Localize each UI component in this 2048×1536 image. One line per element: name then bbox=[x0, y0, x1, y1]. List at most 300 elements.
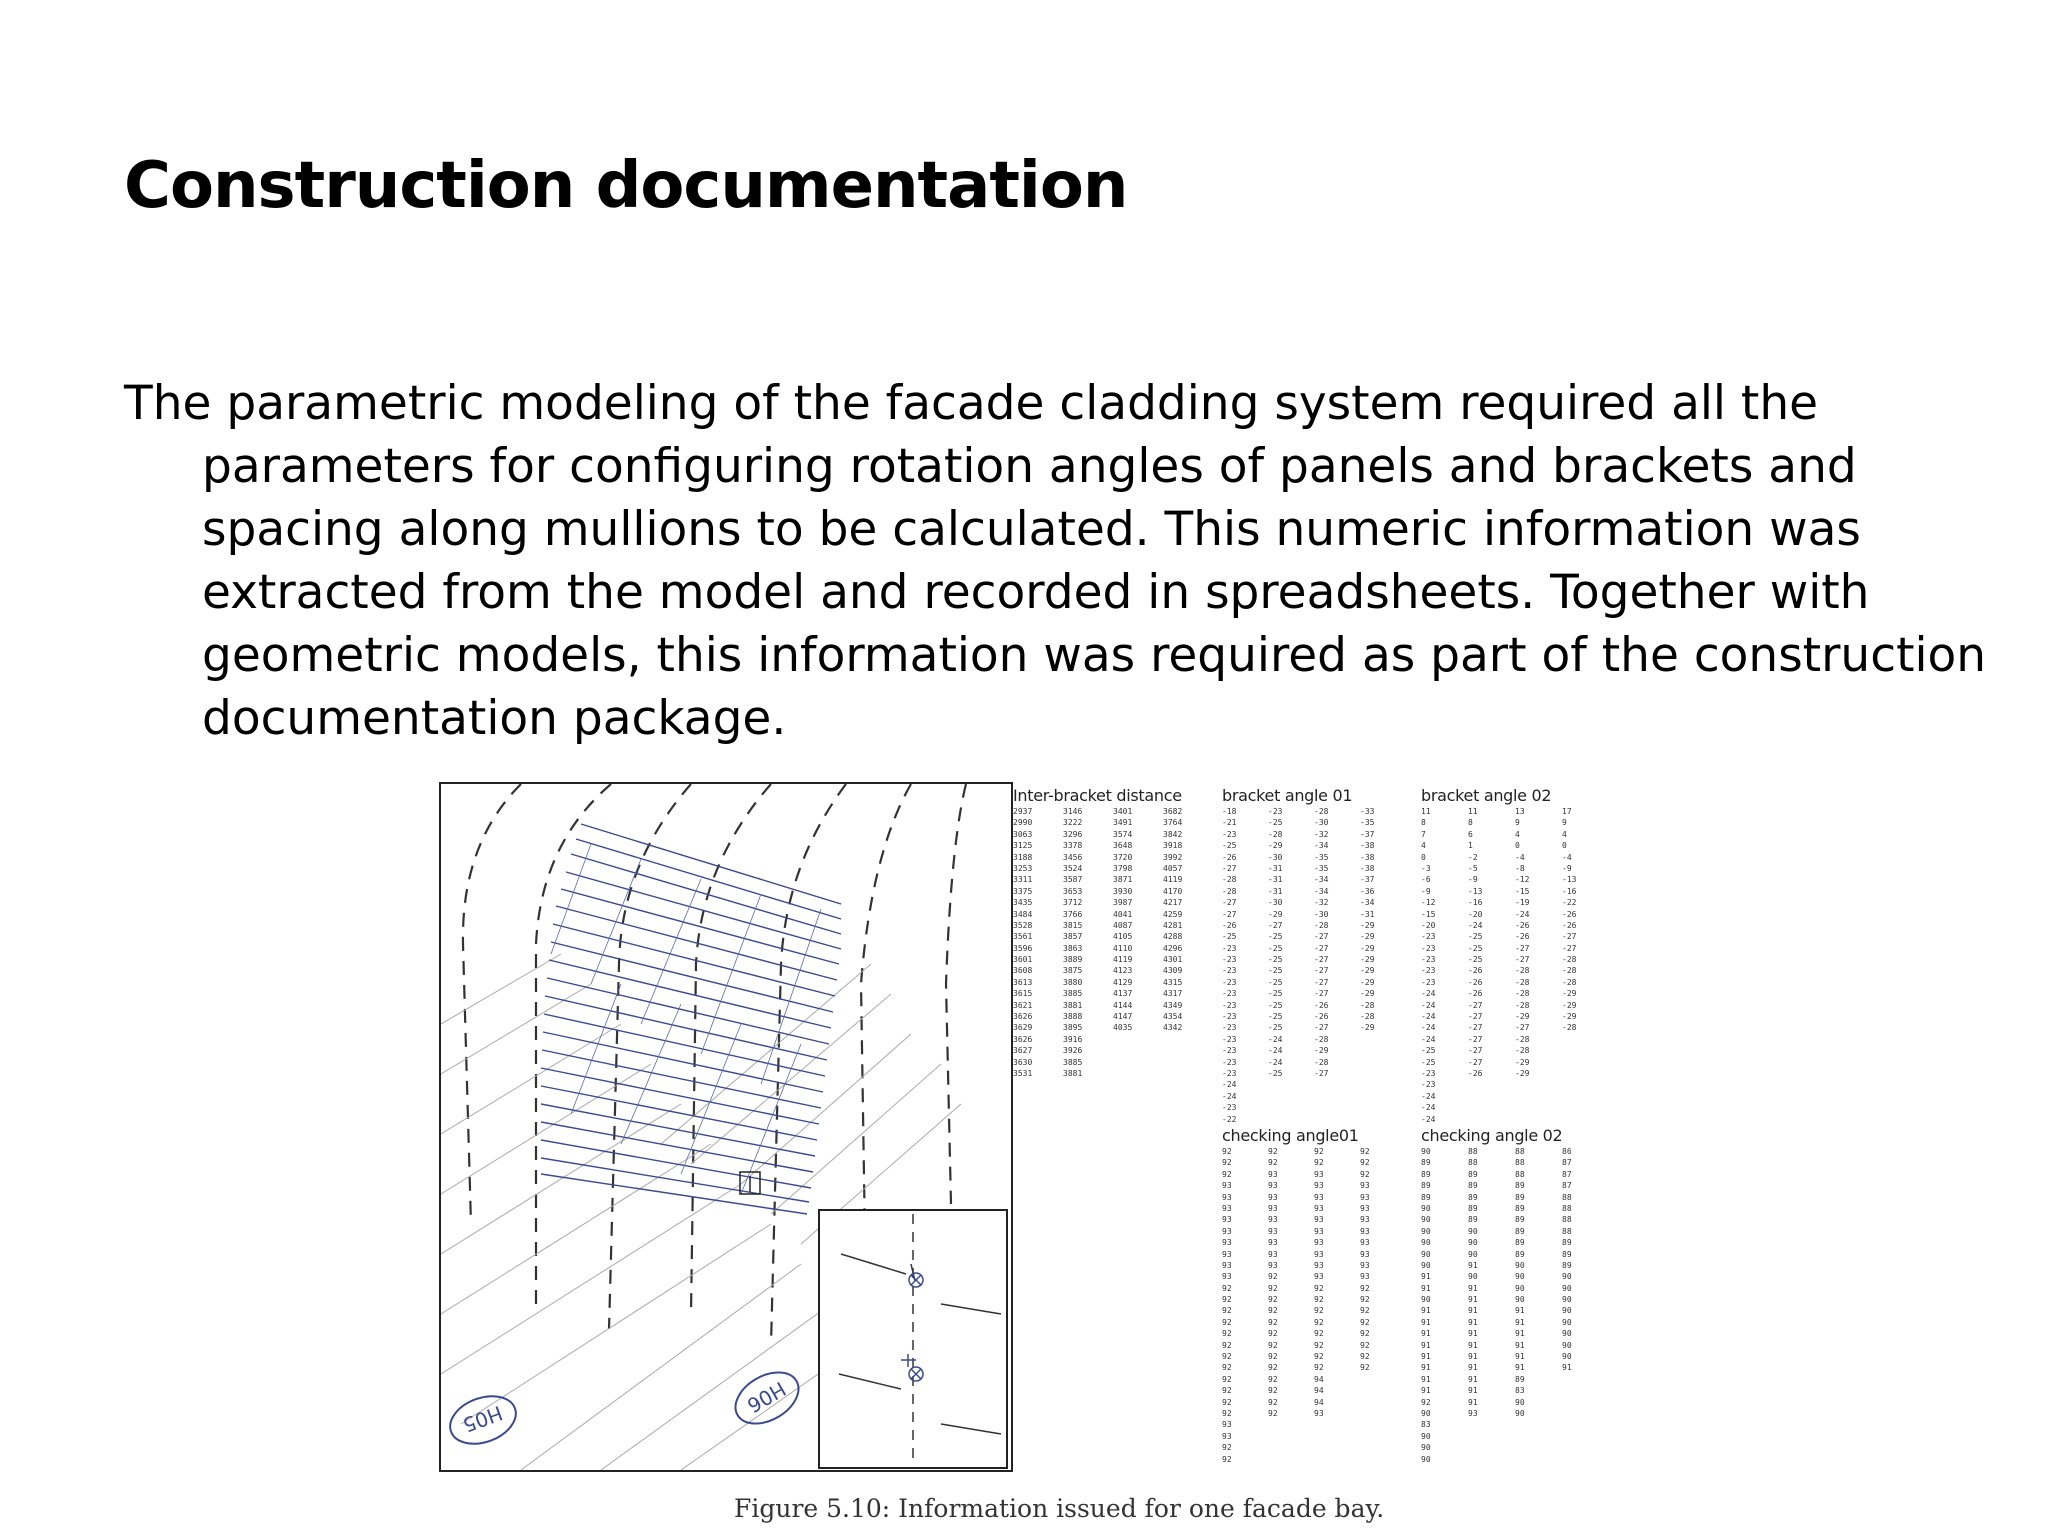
table-cell: -37 bbox=[1360, 875, 1375, 885]
table-cell: -29 bbox=[1360, 1023, 1375, 1033]
table-cell: 92 bbox=[1222, 1306, 1232, 1316]
table-cell: 93 bbox=[1268, 1249, 1278, 1259]
table-cell: -32 bbox=[1314, 898, 1329, 908]
table-cell: -28 bbox=[1515, 989, 1530, 999]
table-cell: 90 bbox=[1421, 1443, 1431, 1453]
table-cell: 90 bbox=[1421, 1203, 1431, 1213]
table-cell: 89 bbox=[1562, 1249, 1572, 1259]
table-cell: 92 bbox=[1421, 1397, 1431, 1407]
table-cell: -23 bbox=[1421, 943, 1436, 953]
table-cell: 90 bbox=[1562, 1329, 1572, 1339]
table-cell: 92 bbox=[1222, 1317, 1232, 1327]
table-cell: 89 bbox=[1468, 1215, 1478, 1225]
table-cell: 4 bbox=[1421, 841, 1426, 851]
table-cell: 92 bbox=[1268, 1283, 1278, 1293]
table-cell: 3895 bbox=[1063, 1023, 1083, 1033]
table-cell: -23 bbox=[1222, 1068, 1237, 1078]
table-cell: -28 bbox=[1562, 977, 1577, 987]
table-cell: 91 bbox=[1515, 1306, 1525, 1316]
table-cell: 92 bbox=[1360, 1158, 1370, 1168]
table-cell: -23 bbox=[1421, 977, 1436, 987]
table-cell: 92 bbox=[1268, 1272, 1278, 1282]
table-cell: -28 bbox=[1562, 955, 1577, 965]
table-cell: 89 bbox=[1515, 1192, 1525, 1202]
table-cell: 4309 bbox=[1163, 966, 1183, 976]
table-cell: 88 bbox=[1562, 1203, 1572, 1213]
table-cell: 92 bbox=[1360, 1329, 1370, 1339]
table-cell: 3125 bbox=[1013, 841, 1033, 851]
table-column bbox=[1314, 1146, 1324, 1419]
slide-body-text: The parametric modeling of the facade cladding system required all the parameters for configuring rotation angles of panels and brackets and spacing along mullions to be calculated. This numeric information was extracted from the model and recorded in spreadsheets. Together with geometric models, this information was required as part of the construction documentation package. bbox=[124, 376, 1987, 746]
table-cell: 4281 bbox=[1163, 920, 1183, 930]
table-cell: 9 bbox=[1562, 818, 1567, 828]
table-cell: 92 bbox=[1222, 1454, 1232, 1464]
table-cell: 90 bbox=[1421, 1295, 1431, 1305]
table-cell: -12 bbox=[1515, 875, 1530, 885]
table-cell: 3613 bbox=[1013, 977, 1033, 987]
table-cell: 4137 bbox=[1113, 989, 1133, 999]
table-cell: 90 bbox=[1562, 1352, 1572, 1362]
table-cell: 92 bbox=[1222, 1295, 1232, 1305]
table-cell: 93 bbox=[1314, 1215, 1324, 1225]
table-cell: 89 bbox=[1421, 1192, 1431, 1202]
table-cell: 4317 bbox=[1163, 989, 1183, 999]
table-cell: 93 bbox=[1268, 1238, 1278, 1248]
table-cell: 3528 bbox=[1013, 920, 1033, 930]
table-cell: -26 bbox=[1562, 909, 1577, 919]
table-cell: 90 bbox=[1468, 1272, 1478, 1282]
table-cell: -27 bbox=[1468, 1057, 1483, 1067]
table-cell: 90 bbox=[1421, 1260, 1431, 1270]
table-cell: 3881 bbox=[1063, 1000, 1083, 1010]
table-cell: 9 bbox=[1515, 818, 1520, 828]
table-cell: 89 bbox=[1562, 1260, 1572, 1270]
table-cell: 3524 bbox=[1063, 863, 1083, 873]
table-cell: -30 bbox=[1268, 852, 1283, 862]
table-cell: -38 bbox=[1360, 852, 1375, 862]
table-cell: -24 bbox=[1421, 1114, 1436, 1124]
table-cell: -26 bbox=[1562, 920, 1577, 930]
table-cell: -27 bbox=[1314, 955, 1329, 965]
table-cell: -24 bbox=[1421, 1023, 1436, 1033]
table-cell: 3378 bbox=[1063, 841, 1083, 851]
table-cell: 3798 bbox=[1113, 863, 1133, 873]
table-cell: 89 bbox=[1468, 1169, 1478, 1179]
table-cell: 4349 bbox=[1163, 1000, 1183, 1010]
table-cell: 91 bbox=[1421, 1363, 1431, 1373]
table-cell: -24 bbox=[1222, 1091, 1237, 1101]
table-cell: 93 bbox=[1360, 1226, 1370, 1236]
table-cell: 4147 bbox=[1113, 1012, 1133, 1022]
table-cell: 93 bbox=[1268, 1203, 1278, 1213]
table-cell: -2 bbox=[1468, 852, 1478, 862]
table-cell: 93 bbox=[1360, 1203, 1370, 1213]
table-cell: -5 bbox=[1468, 863, 1478, 873]
table-cell: -26 bbox=[1222, 852, 1237, 862]
table-column bbox=[1314, 806, 1328, 1079]
table-cell: -20 bbox=[1468, 909, 1483, 919]
table-cell: 91 bbox=[1421, 1352, 1431, 1362]
table-cell: 92 bbox=[1222, 1352, 1232, 1362]
table-cell: -23 bbox=[1222, 1046, 1237, 1056]
table-cell: -38 bbox=[1360, 863, 1375, 873]
table-cell: 4144 bbox=[1113, 1000, 1133, 1010]
table-cell: 90 bbox=[1515, 1397, 1525, 1407]
table-cell: -28 bbox=[1314, 807, 1329, 816]
table-cell: -23 bbox=[1222, 955, 1237, 965]
table-cell: -33 bbox=[1360, 807, 1375, 816]
table-title: checking angle 02 bbox=[1421, 1126, 1563, 1145]
table-cell: -25 bbox=[1268, 1023, 1283, 1033]
table-cell: -23 bbox=[1421, 1080, 1436, 1090]
table-cell: 88 bbox=[1468, 1158, 1478, 1168]
table-cell: -23 bbox=[1268, 807, 1283, 816]
table-cell: -25 bbox=[1468, 932, 1483, 942]
table-cell: 91 bbox=[1421, 1306, 1431, 1316]
table-cell: -29 bbox=[1360, 932, 1375, 942]
table-cell: 92 bbox=[1268, 1329, 1278, 1339]
figure-caption: Figure 5.10: Information issued for one facade bay. bbox=[734, 1494, 1385, 1523]
table-cell: 8 bbox=[1421, 818, 1426, 828]
table-cell: -29 bbox=[1562, 1012, 1577, 1022]
table-cell: 88 bbox=[1562, 1215, 1572, 1225]
table-cell: -24 bbox=[1421, 1012, 1436, 1022]
table-cell: -34 bbox=[1360, 898, 1375, 908]
table-cell: 90 bbox=[1562, 1283, 1572, 1293]
table-cell: 93 bbox=[1222, 1215, 1232, 1225]
table-cell: 4129 bbox=[1113, 977, 1133, 987]
table-cell: -27 bbox=[1562, 932, 1577, 942]
table-cell: 3720 bbox=[1113, 852, 1133, 862]
table-column bbox=[1562, 806, 1576, 1034]
table-cell: -23 bbox=[1222, 1057, 1237, 1067]
table-cell: 3222 bbox=[1063, 818, 1083, 828]
table-cell: -27 bbox=[1314, 989, 1329, 999]
table-cell: 3146 bbox=[1063, 807, 1083, 816]
table-cell: -30 bbox=[1268, 898, 1283, 908]
table-cell: -16 bbox=[1468, 898, 1483, 908]
table-cell: 89 bbox=[1421, 1181, 1431, 1191]
table-cell: 4 bbox=[1515, 829, 1520, 839]
table-cell: -25 bbox=[1268, 966, 1283, 976]
table-cell: 0 bbox=[1421, 852, 1426, 862]
table-cell: -29 bbox=[1562, 989, 1577, 999]
table-title: Inter-bracket distance bbox=[1013, 786, 1182, 805]
table-cell: 92 bbox=[1360, 1169, 1370, 1179]
table-cell: 93 bbox=[1268, 1169, 1278, 1179]
table-cell: 4259 bbox=[1163, 909, 1183, 919]
table-cell: 93 bbox=[1222, 1192, 1232, 1202]
table-cell: 90 bbox=[1421, 1454, 1431, 1464]
table-cell: 3863 bbox=[1063, 943, 1083, 953]
table-cell: -24 bbox=[1268, 1034, 1283, 1044]
table-title: bracket angle 02 bbox=[1421, 786, 1552, 805]
table-title: bracket angle 01 bbox=[1222, 786, 1353, 805]
table-column bbox=[1468, 806, 1482, 1079]
table-cell: 4 bbox=[1562, 829, 1567, 839]
table-cell: -29 bbox=[1360, 920, 1375, 930]
table-cell: 93 bbox=[1360, 1272, 1370, 1282]
table-cell: -26 bbox=[1468, 966, 1483, 976]
table-cell: -28 bbox=[1222, 886, 1237, 896]
table-cell: 92 bbox=[1314, 1306, 1324, 1316]
table-cell: 94 bbox=[1314, 1397, 1324, 1407]
table-cell: -22 bbox=[1222, 1114, 1237, 1124]
table-cell: -27 bbox=[1515, 955, 1530, 965]
table-cell: 3435 bbox=[1013, 898, 1033, 908]
table-cell: 13 bbox=[1515, 807, 1525, 816]
table-cell: -36 bbox=[1360, 886, 1375, 896]
table-cell: 93 bbox=[1222, 1260, 1232, 1270]
table-cell: -6 bbox=[1421, 875, 1431, 885]
table-cell: 91 bbox=[1468, 1295, 1478, 1305]
table-cell: -18 bbox=[1222, 807, 1237, 816]
table-cell: 92 bbox=[1360, 1352, 1370, 1362]
table-cell: 3561 bbox=[1013, 932, 1033, 942]
table-cell: 4315 bbox=[1163, 977, 1183, 987]
table-cell: -25 bbox=[1268, 977, 1283, 987]
table-cell: 93 bbox=[1222, 1238, 1232, 1248]
table-cell: 3615 bbox=[1013, 989, 1033, 999]
table-cell: -23 bbox=[1222, 989, 1237, 999]
table-cell: 3596 bbox=[1013, 943, 1033, 953]
table-cell: 3885 bbox=[1063, 989, 1083, 999]
table-cell: 90 bbox=[1421, 1238, 1431, 1248]
table-cell: 92 bbox=[1268, 1295, 1278, 1305]
table-cell: 91 bbox=[1468, 1397, 1478, 1407]
table-cell: 92 bbox=[1360, 1317, 1370, 1327]
table-cell: 83 bbox=[1421, 1420, 1431, 1430]
table-cell: 4087 bbox=[1113, 920, 1133, 930]
table-cell: 91 bbox=[1468, 1352, 1478, 1362]
table-cell: 3842 bbox=[1163, 829, 1183, 839]
table-cell: 89 bbox=[1468, 1181, 1478, 1191]
table-cell: 2990 bbox=[1013, 818, 1033, 828]
table-cell: -29 bbox=[1562, 1000, 1577, 1010]
table-cell: 89 bbox=[1515, 1374, 1525, 1384]
table-cell: 92 bbox=[1314, 1295, 1324, 1305]
table-cell: 92 bbox=[1314, 1147, 1324, 1156]
table-cell: 4354 bbox=[1163, 1012, 1183, 1022]
table-cell: 3885 bbox=[1063, 1057, 1083, 1067]
table-cell: 90 bbox=[1562, 1306, 1572, 1316]
table-cell: -3 bbox=[1421, 863, 1431, 873]
table-column bbox=[1468, 1146, 1478, 1419]
table-cell: -23 bbox=[1222, 1000, 1237, 1010]
table-cell: -35 bbox=[1314, 863, 1329, 873]
table-cell: -29 bbox=[1314, 1046, 1329, 1056]
table-cell: 91 bbox=[1468, 1283, 1478, 1293]
table-cell: -28 bbox=[1515, 977, 1530, 987]
table-cell: 3815 bbox=[1063, 920, 1083, 930]
table-cell: 92 bbox=[1268, 1306, 1278, 1316]
table-column bbox=[1360, 806, 1374, 1034]
table-cell: 89 bbox=[1468, 1192, 1478, 1202]
slide-title: Construction documentation bbox=[124, 149, 1128, 223]
table-cell: 90 bbox=[1421, 1431, 1431, 1441]
table-cell: 4217 bbox=[1163, 898, 1183, 908]
table-cell: 92 bbox=[1360, 1147, 1370, 1156]
table-cell: -15 bbox=[1515, 886, 1530, 896]
table-title: checking angle01 bbox=[1222, 1126, 1359, 1145]
table-cell: -28 bbox=[1314, 920, 1329, 930]
table-cell: -30 bbox=[1314, 909, 1329, 919]
table-cell: 91 bbox=[1421, 1329, 1431, 1339]
table-cell: 92 bbox=[1314, 1363, 1324, 1373]
table-cell: -32 bbox=[1314, 829, 1329, 839]
table-cell: 92 bbox=[1314, 1283, 1324, 1293]
table-cell: -27 bbox=[1515, 1023, 1530, 1033]
table-cell: 93 bbox=[1222, 1272, 1232, 1282]
table-cell: 3766 bbox=[1063, 909, 1083, 919]
table-cell: -27 bbox=[1515, 943, 1530, 953]
table-cell: 91 bbox=[1421, 1317, 1431, 1327]
table-cell: -23 bbox=[1222, 943, 1237, 953]
table-cell: 91 bbox=[1468, 1340, 1478, 1350]
table-cell: 4119 bbox=[1163, 875, 1183, 885]
table-cell: 89 bbox=[1421, 1158, 1431, 1168]
table-cell: 92 bbox=[1268, 1374, 1278, 1384]
table-cell: -37 bbox=[1360, 829, 1375, 839]
table-cell: 3574 bbox=[1113, 829, 1133, 839]
table-cell: -27 bbox=[1314, 943, 1329, 953]
table-cell: -27 bbox=[1314, 966, 1329, 976]
table-cell: 3311 bbox=[1013, 875, 1033, 885]
table-cell: 1 bbox=[1468, 841, 1473, 851]
table-cell: 91 bbox=[1515, 1317, 1525, 1327]
table-cell: 90 bbox=[1421, 1249, 1431, 1259]
table-cell: 92 bbox=[1222, 1397, 1232, 1407]
table-cell: -23 bbox=[1421, 966, 1436, 976]
table-cell: -28 bbox=[1268, 829, 1283, 839]
table-cell: -23 bbox=[1222, 1034, 1237, 1044]
table-cell: 93 bbox=[1314, 1203, 1324, 1213]
table-cell: 90 bbox=[1421, 1215, 1431, 1225]
table-cell: 89 bbox=[1421, 1169, 1431, 1179]
table-cell: 90 bbox=[1562, 1295, 1572, 1305]
table-cell: 89 bbox=[1515, 1181, 1525, 1191]
table-cell: 3063 bbox=[1013, 829, 1033, 839]
table-cell: 92 bbox=[1268, 1340, 1278, 1350]
table-cell: 93 bbox=[1360, 1249, 1370, 1259]
table-cell: 3626 bbox=[1013, 1012, 1033, 1022]
table-cell: 94 bbox=[1314, 1374, 1324, 1384]
table-cell: 91 bbox=[1515, 1329, 1525, 1339]
table-cell: -29 bbox=[1515, 1057, 1530, 1067]
table-cell: 3889 bbox=[1063, 955, 1083, 965]
table-cell: 4041 bbox=[1113, 909, 1133, 919]
table-cell: 92 bbox=[1222, 1443, 1232, 1453]
table-cell: 93 bbox=[1222, 1226, 1232, 1236]
table-cell: -8 bbox=[1515, 863, 1525, 873]
table-cell: 0 bbox=[1562, 841, 1567, 851]
table-cell: -27 bbox=[1562, 943, 1577, 953]
table-cell: 91 bbox=[1421, 1340, 1431, 1350]
table-cell: 3764 bbox=[1163, 818, 1183, 828]
table-cell: 90 bbox=[1515, 1283, 1525, 1293]
table-cell: 90 bbox=[1562, 1272, 1572, 1282]
table-cell: 93 bbox=[1222, 1181, 1232, 1191]
table-cell: -34 bbox=[1314, 875, 1329, 885]
table-cell: -28 bbox=[1515, 1000, 1530, 1010]
table-cell: 86 bbox=[1562, 1147, 1572, 1156]
table-cell: -23 bbox=[1421, 1068, 1436, 1078]
table-cell: -24 bbox=[1421, 1000, 1436, 1010]
table-cell: 6 bbox=[1468, 829, 1473, 839]
table-cell: 92 bbox=[1268, 1158, 1278, 1168]
table-cell: 93 bbox=[1314, 1249, 1324, 1259]
table-cell: 92 bbox=[1222, 1408, 1232, 1418]
table-cell: -28 bbox=[1360, 1000, 1375, 1010]
table-cell: 4057 bbox=[1163, 863, 1183, 873]
table-cell: 90 bbox=[1515, 1260, 1525, 1270]
table-cell: 90 bbox=[1515, 1408, 1525, 1418]
table-cell: -27 bbox=[1222, 909, 1237, 919]
table-cell: 89 bbox=[1515, 1226, 1525, 1236]
table-cell: -31 bbox=[1268, 863, 1283, 873]
table-cell: 91 bbox=[1468, 1329, 1478, 1339]
table-cell: 3888 bbox=[1063, 1012, 1083, 1022]
table-cell: -28 bbox=[1515, 1034, 1530, 1044]
table-cell: 3456 bbox=[1063, 852, 1083, 862]
table-cell: -24 bbox=[1222, 1080, 1237, 1090]
table-cell: 92 bbox=[1222, 1169, 1232, 1179]
table-cell: 91 bbox=[1421, 1272, 1431, 1282]
table-cell: -25 bbox=[1268, 989, 1283, 999]
table-cell: 92 bbox=[1222, 1340, 1232, 1350]
table-cell: -27 bbox=[1468, 1012, 1483, 1022]
table-cell: 93 bbox=[1268, 1181, 1278, 1191]
table-cell: -26 bbox=[1468, 989, 1483, 999]
table-cell: 89 bbox=[1468, 1203, 1478, 1213]
table-cell: -25 bbox=[1421, 1057, 1436, 1067]
table-cell: 93 bbox=[1360, 1238, 1370, 1248]
table-cell: -27 bbox=[1314, 1023, 1329, 1033]
table-cell: 91 bbox=[1515, 1352, 1525, 1362]
table-cell: 92 bbox=[1314, 1329, 1324, 1339]
table-cell: -24 bbox=[1421, 989, 1436, 999]
table-cell: 92 bbox=[1268, 1397, 1278, 1407]
table-cell: 3626 bbox=[1013, 1034, 1033, 1044]
table-cell: -34 bbox=[1314, 841, 1329, 851]
table-cell: 4296 bbox=[1163, 943, 1183, 953]
table-cell: -15 bbox=[1421, 909, 1436, 919]
table-column bbox=[1515, 1146, 1525, 1419]
table-cell: -26 bbox=[1314, 1000, 1329, 1010]
table-cell: -25 bbox=[1421, 1046, 1436, 1056]
table-cell: 83 bbox=[1515, 1386, 1525, 1396]
table-cell: 90 bbox=[1468, 1238, 1478, 1248]
table-cell: 93 bbox=[1314, 1408, 1324, 1418]
table-column bbox=[1163, 806, 1182, 1034]
table-cell: 8 bbox=[1468, 818, 1473, 828]
table-cell: -28 bbox=[1562, 1023, 1577, 1033]
table-cell: -35 bbox=[1314, 852, 1329, 862]
table-cell: 3875 bbox=[1063, 966, 1083, 976]
table-cell: -19 bbox=[1515, 898, 1530, 908]
table-cell: -25 bbox=[1268, 943, 1283, 953]
table-cell: -26 bbox=[1468, 977, 1483, 987]
table-cell: 94 bbox=[1314, 1386, 1324, 1396]
table-cell: -4 bbox=[1562, 852, 1572, 862]
table-cell: -27 bbox=[1222, 898, 1237, 908]
table-cell: -24 bbox=[1421, 1091, 1436, 1101]
table-cell: 3629 bbox=[1013, 1023, 1033, 1033]
table-cell: -23 bbox=[1222, 966, 1237, 976]
table-cell: -24 bbox=[1421, 1103, 1436, 1113]
table-cell: 89 bbox=[1515, 1203, 1525, 1213]
table-column bbox=[1268, 806, 1282, 1079]
